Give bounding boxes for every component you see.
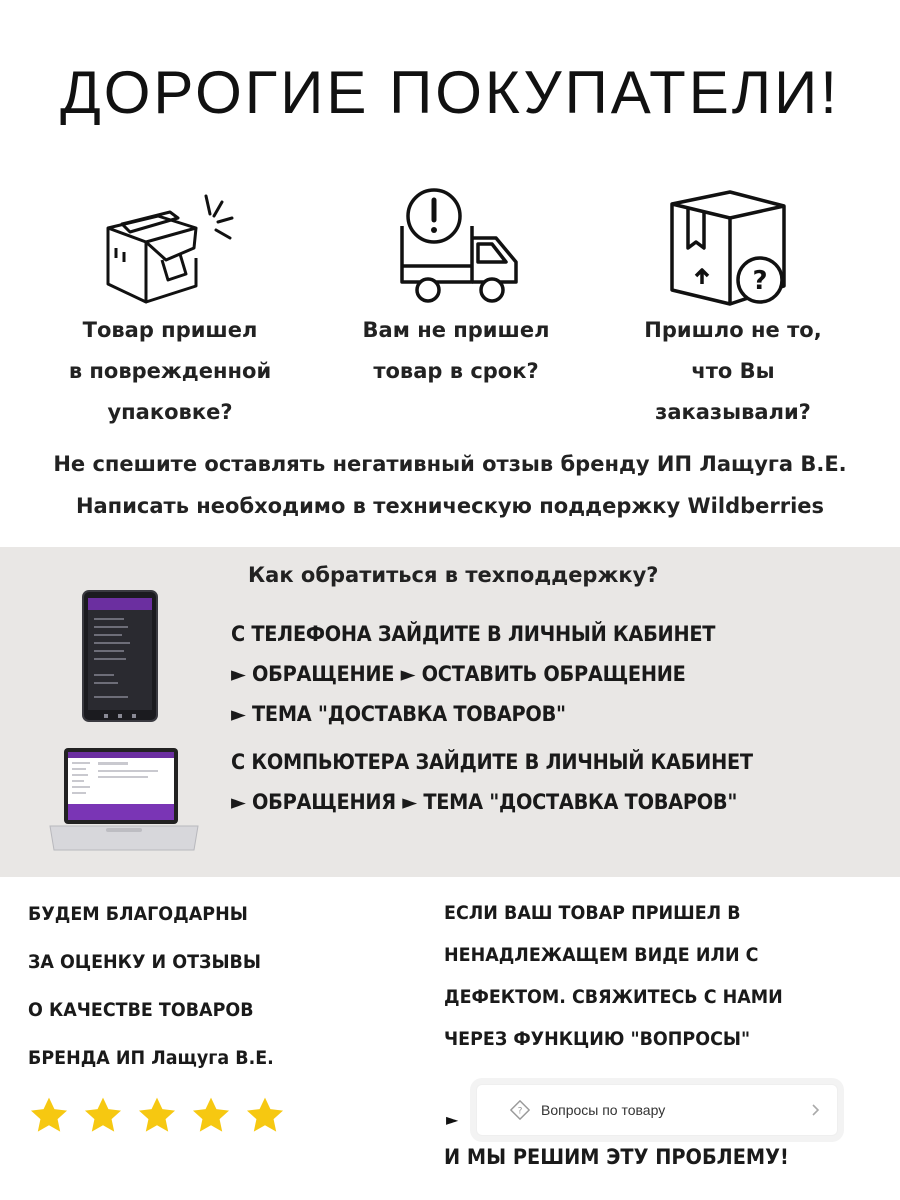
- computer-instructions: С КОМПЬЮТЕРА ЗАЙДИТЕ В ЛИЧНЫЙ КАБИНЕТ ► ОБРАЩЕНИЯ ► ТЕМА "ДОСТАВКА ТОВАРОВ": [231, 750, 753, 814]
- issue-delayed-text: Вам не пришел товар в срок?: [362, 318, 550, 383]
- notice-line-2: Написать необходимо в техническую поддержку Wildberries: [75, 494, 825, 518]
- phone-illustration-icon: [82, 590, 158, 722]
- issue-wrong-item-text: Пришло не то, что Вы заказывали?: [644, 318, 822, 424]
- final-message: И МЫ РЕШИМ ЭТУ ПРОБЛЕМУ!: [444, 1145, 789, 1169]
- defect-text: ЕСЛИ ВАШ ТОВАР ПРИШЕЛ В НЕНАДЛЕЖАЩЕМ ВИДЕ ИЛИ С ДЕФЕКТОМ. СВЯЖИТЕСЬ С НАМИ ЧЕРЕЗ ФУНКЦИЮ "ВОПРОСЫ": [444, 902, 783, 1050]
- star-icon: [82, 1095, 124, 1137]
- page-title: ДОРОГИЕ ПОКУПАТЕЛИ!: [60, 59, 840, 126]
- svg-text:?: ?: [752, 266, 768, 296]
- svg-text:?: ?: [517, 1105, 523, 1117]
- star-icon: [190, 1095, 232, 1137]
- delayed-truck-icon: [392, 186, 522, 306]
- questions-button-label: Вопросы по товару: [541, 1102, 666, 1118]
- question-diamond-icon: [509, 1099, 531, 1121]
- questions-button[interactable]: [476, 1084, 838, 1136]
- damaged-box-icon: [104, 188, 234, 308]
- chevron-right-icon: [811, 1103, 821, 1117]
- star-icon: [244, 1095, 286, 1137]
- phone-instructions: С ТЕЛЕФОНА ЗАЙДИТЕ В ЛИЧНЫЙ КАБИНЕТ ► ОБРАЩЕНИЕ ► ОСТАВИТЬ ОБРАЩЕНИЕ ► ТЕМА "ДОСТАВКА ТОВАРОВ": [231, 622, 716, 726]
- star-icon: [28, 1095, 70, 1137]
- support-question: Как обратиться в техподдержку?: [248, 563, 659, 587]
- rating-stars: [28, 1095, 286, 1137]
- arrow-right-icon: ►: [446, 1110, 459, 1129]
- thanks-text: БУДЕМ БЛАГОДАРНЫ ЗА ОЦЕНКУ И ОТЗЫВЫ О КАЧЕСТВЕ ТОВАРОВ БРЕНДА ИП Лащуга В.Е.: [28, 903, 274, 1069]
- wrong-item-box-icon: [666, 186, 796, 306]
- issue-damaged-text: Товар пришел в поврежденной упаковке?: [68, 318, 272, 424]
- laptop-illustration-icon: [48, 746, 200, 856]
- notice-line-1: Не спешите оставлять негативный отзыв бренду ИП Лащуга В.Е.: [53, 452, 847, 476]
- star-icon: [136, 1095, 178, 1137]
